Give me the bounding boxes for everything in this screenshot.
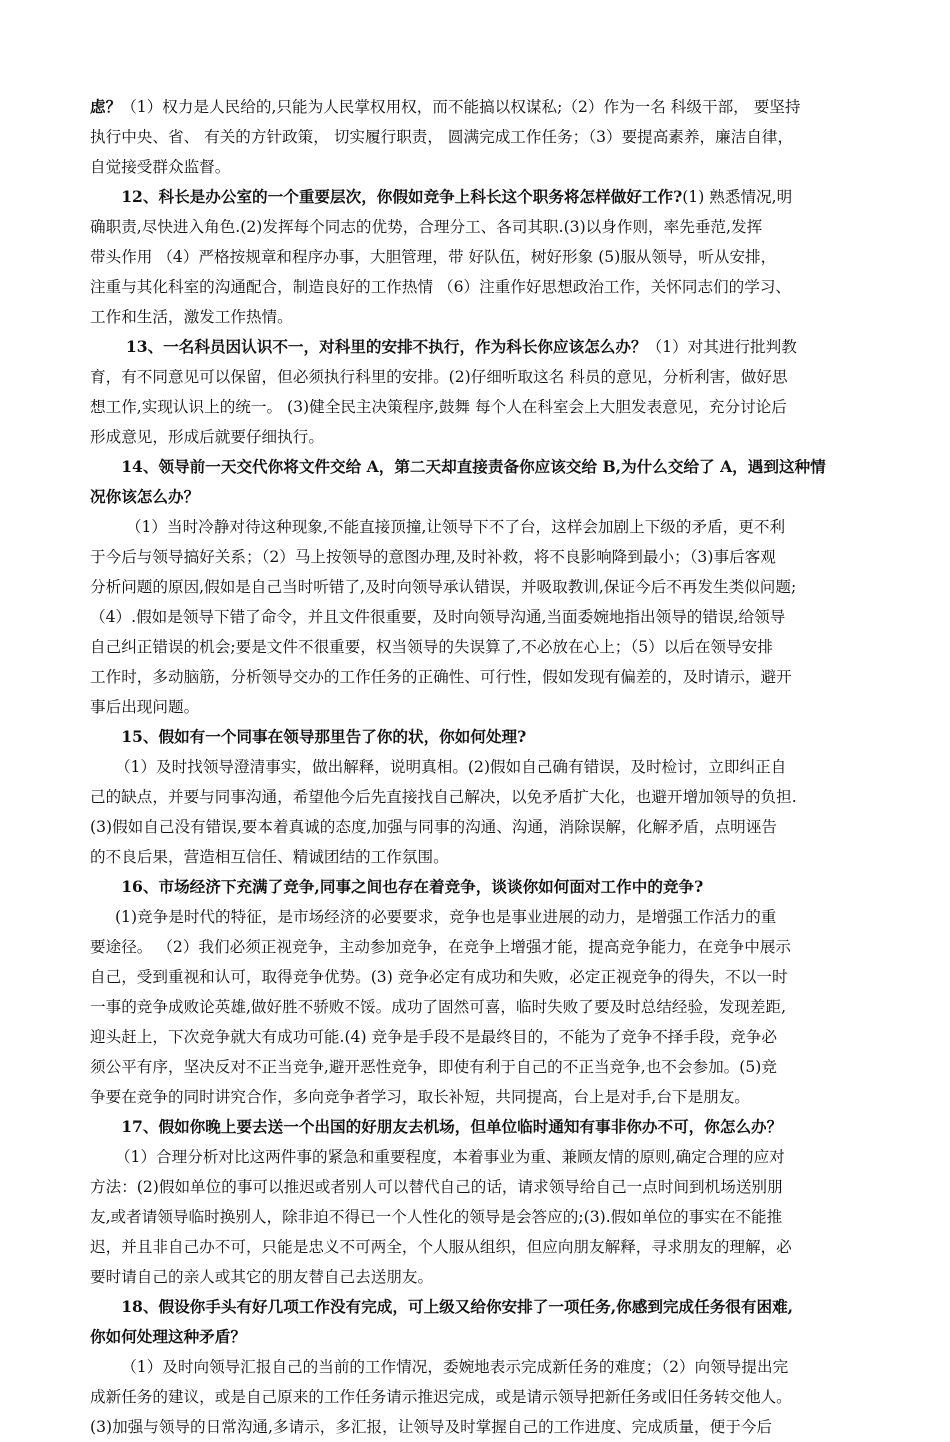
question-text: 18、假设你手头有好几项工作没有完成，可上级又给你安排了一项任务,你感到完成任务很有困难, — [121, 1297, 794, 1316]
paragraph — [90, 452, 860, 512]
answer-text: (3)假如自己没有错误,要本着真诚的态度,加强与同事的沟通、沟通，消除误解，化解矛盾，点明诬告 — [90, 818, 777, 836]
paragraph — [90, 1112, 860, 1142]
answer-text: （1）及时找领导澄清事实，做出解释，说明真相。(2)假如自己确有错误，及时检讨，立即纠正自 — [114, 758, 787, 776]
text-line — [90, 422, 860, 452]
answer-text: 自己，受到重视和认可，取得竞争优势。(3) 竞争必定有成功和失败，必定正视竞争的得失，不以一时 — [90, 968, 788, 986]
paragraph — [90, 332, 860, 452]
text-line — [90, 482, 860, 512]
text-line — [90, 1262, 860, 1292]
answer-text: 要途径。 （2）我们必须正视竞争，主动参加竞争，在竞争上增强才能，提高竞争能力，在竞争中展示 — [90, 938, 792, 956]
text-line — [90, 992, 860, 1022]
answer-text: (1)竞争是时代的特征，是市场经济的必要要求，竞争也是事业进展的动力，是增强工作活力的重 — [114, 908, 777, 926]
text-line — [90, 452, 860, 482]
answer-text: 要时请自己的亲人或其它的朋友替自己去送朋友。 — [90, 1268, 434, 1286]
paragraph — [90, 872, 860, 902]
text-line — [90, 1412, 860, 1442]
answer-text: 自觉接受群众监督。 — [90, 158, 231, 176]
question-text: 虑？ — [90, 97, 122, 116]
text-line — [90, 1142, 860, 1172]
text-line — [90, 1052, 860, 1082]
answer-text: 己的缺点，并要与同事沟通，希望他今后先直接找自己解决，以免矛盾扩大化，也避开增加领导的负担. — [90, 788, 797, 806]
paragraph — [90, 722, 860, 752]
question-text: 14、领导前一天交代你将文件交给 A，第二天却直接责备你应该交给 B,为什么交给了 A，遇到这种情 — [121, 457, 826, 476]
text-line — [90, 602, 860, 632]
text-line — [90, 152, 860, 182]
text-line — [90, 962, 860, 992]
paragraph — [90, 182, 860, 332]
answer-text: 方法：(2)假如单位的事可以推迟或者别人可以替代自己的话，请求领导给自己一点时间到机场送别朋 — [90, 1178, 783, 1196]
text-line — [90, 122, 860, 152]
paragraph — [90, 512, 860, 722]
question-text: 15、假如有一个同事在领导那里告了你的状，你如何处理? — [121, 727, 527, 746]
text-line — [90, 1202, 860, 1232]
text-line — [90, 392, 860, 422]
text-line — [90, 302, 860, 332]
answer-text: 育，有不同意见可以保留，但必须执行科里的安排。(2)仔细听取这名 科员的意见，分析利害，做好思 — [90, 368, 788, 386]
text-line — [90, 812, 860, 842]
text-line — [90, 1172, 860, 1202]
text-line — [90, 572, 860, 602]
text-line — [90, 1382, 860, 1412]
text-line — [90, 1292, 860, 1322]
paragraph — [90, 1352, 860, 1442]
answer-text: 工作时，多动脑筋，分析领导交办的工作任务的正确性、可行性，假如发现有偏差的，及时请示，避开 — [90, 668, 792, 686]
text-line — [90, 1082, 860, 1112]
paragraph — [90, 92, 860, 182]
paragraph — [90, 752, 860, 872]
answer-text: 争要在竞争的同时讲究合作，多向竞争者学习，取长补短，共同提高，台上是对手,台下是朋友。 — [90, 1088, 750, 1106]
text-line — [90, 362, 860, 392]
answer-text: （4）.假如是领导下错了命令，并且文件很重要，及时向领导沟通,当面委婉地指出领导的错误,给领导 — [90, 608, 786, 626]
text-line — [90, 752, 860, 782]
question-text: 17、假如你晚上要去送一个出国的好朋友去机场，但单位临时通知有事非你办不可，你怎么办？ — [121, 1117, 783, 1136]
question-text: 况你该怎么办？ — [90, 487, 200, 506]
answer-text: 事后出现问题。 — [90, 698, 200, 716]
text-line — [90, 512, 860, 542]
answer-text: （1）合理分析对比这两件事的紧急和重要程度，本着事业为重、兼顾友情的原则,确定合理的应对 — [114, 1148, 785, 1166]
answer-text: 注重与其化科室的沟通配合，制造良好的工作热情 （6）注重作好思想政治工作，关怀同志们的学习、 — [90, 278, 792, 296]
text-line — [90, 1322, 860, 1352]
question-text: 16、市场经济下充满了竞争,同事之间也存在着竞争，谈谈你如何面对工作中的竞争? — [121, 877, 704, 896]
answer-text: （1）对其进行批判教 — [646, 338, 797, 356]
answer-text: 想工作,实现认识上的统一。 (3)健全民主决策程序,鼓舞 每个人在科室会上大胆发表意见，充分讨论后 — [90, 398, 787, 416]
answer-text: 确职责,尽快进入角色.(2)发挥每个同志的优势，合理分工、各司其职.(3)以身作则，率先垂范,发挥 — [90, 218, 763, 236]
text-line — [90, 872, 860, 902]
text-line — [90, 272, 860, 302]
text-line — [90, 662, 860, 692]
answer-text: 友,或者请领导临时换别人，除非迫不得已一个人性化的领导是会答应的;(3).假如单位的事实在不能推 — [90, 1208, 783, 1226]
text-line — [90, 932, 860, 962]
paragraph — [90, 1292, 860, 1352]
answer-text: 形成意见，形成后就要仔细执行。 — [90, 428, 324, 446]
text-line — [90, 182, 860, 212]
text-line — [90, 212, 860, 242]
text-line — [90, 242, 860, 272]
text-line — [90, 692, 860, 722]
text-line — [90, 842, 860, 872]
answer-text: (1) 熟悉情况,明 — [682, 188, 793, 206]
text-line — [90, 332, 860, 362]
answer-text: 分析问题的原因,假如是自己当时听错了,及时向领导承认错误，并吸取教训,保证今后不再发生类似问题; — [90, 578, 797, 596]
question-text: 你如何处理这种矛盾？ — [90, 1327, 246, 1346]
document-page — [90, 92, 860, 1442]
text-line — [90, 1232, 860, 1262]
answer-text: （1）当时冷静对待这种现象,不能直接顶撞,让领导下不了台，这样会加剧上下级的矛盾，更不利 — [125, 518, 786, 536]
text-line — [90, 1022, 860, 1052]
text-line — [90, 1352, 860, 1382]
text-line — [90, 782, 860, 812]
answer-text: 的不良后果，营造相互信任、精诚团结的工作氛围。 — [90, 848, 449, 866]
answer-text: 工作和生活，激发工作热情。 — [90, 308, 293, 326]
paragraph — [90, 902, 860, 1112]
answer-text: 成新任务的建议，或是自己原来的工作任务请示推迟完成，或是请示领导把新任务或旧任务转交他人。 — [90, 1388, 792, 1406]
answer-text: 带头作用 （4）严格按规章和程序办事，大胆管理，带 好队伍，树好形象 (5)服从领导，听从安排， — [90, 248, 777, 266]
question-text: 12、科长是办公室的一个重要层次，你假如竞争上科长这个职务将怎样做好工作? — [121, 187, 683, 206]
text-line — [90, 902, 860, 932]
paragraph — [90, 1142, 860, 1292]
text-line — [90, 722, 860, 752]
question-text: 13、一名科员因认识不一，对科里的安排不执行，作为科长你应该怎么办？ — [125, 337, 647, 356]
answer-text: 迎头赶上，下次竞争就大有成功可能.(4) 竞争是手段不是最终目的，不能为了竞争不择手段，竞争必 — [90, 1028, 777, 1046]
answer-text: 执行中央、省、 有关的方针政策， 切实履行职责， 圆满完成工作任务；（3）要提高素养，廉洁自律， — [90, 128, 794, 146]
text-line — [90, 542, 860, 572]
text-line — [90, 92, 860, 122]
answer-text: (3)加强与领导的日常沟通,多请示，多汇报，让领导及时掌握自己的工作进度、完成质量，便于今后 — [90, 1418, 772, 1436]
answer-text: 自己纠正错误的机会;要是文件不很重要，权当领导的失误算了,不必放在心上；（5）以后在领导安排 — [90, 638, 773, 656]
text-line — [90, 632, 860, 662]
answer-text: 须公平有序，坚决反对不正当竞争,避开恶性竞争，即使有利于自己的不正当竞争,也不会参加。(5)竞 — [90, 1058, 777, 1076]
text-line — [90, 1112, 860, 1142]
answer-text: （1）权力是人民给的,只能为人民掌权用权，而不能搞以权谋私;（2）作为一名 科级干部， 要坚持 — [121, 98, 801, 116]
answer-text: （1）及时向领导汇报自己的当前的工作情况，委婉地表示完成新任务的难度；（2）向领导提出完 — [121, 1358, 789, 1376]
answer-text: 迟，并且非自己办不可，只能是忠义不可两全，个人服从组织，但应向朋友解释，寻求朋友的理解，必 — [90, 1238, 792, 1256]
answer-text: 于今后与领导搞好关系；（2）马上按领导的意图办理,及时补救，将不良影响降到最小；（3)事后客观 — [90, 548, 776, 566]
answer-text: 一事的竞争成败论英雄,做好胜不骄败不馁。成功了固然可喜，临时失败了要及时总结经验，发现差距, — [90, 998, 787, 1016]
